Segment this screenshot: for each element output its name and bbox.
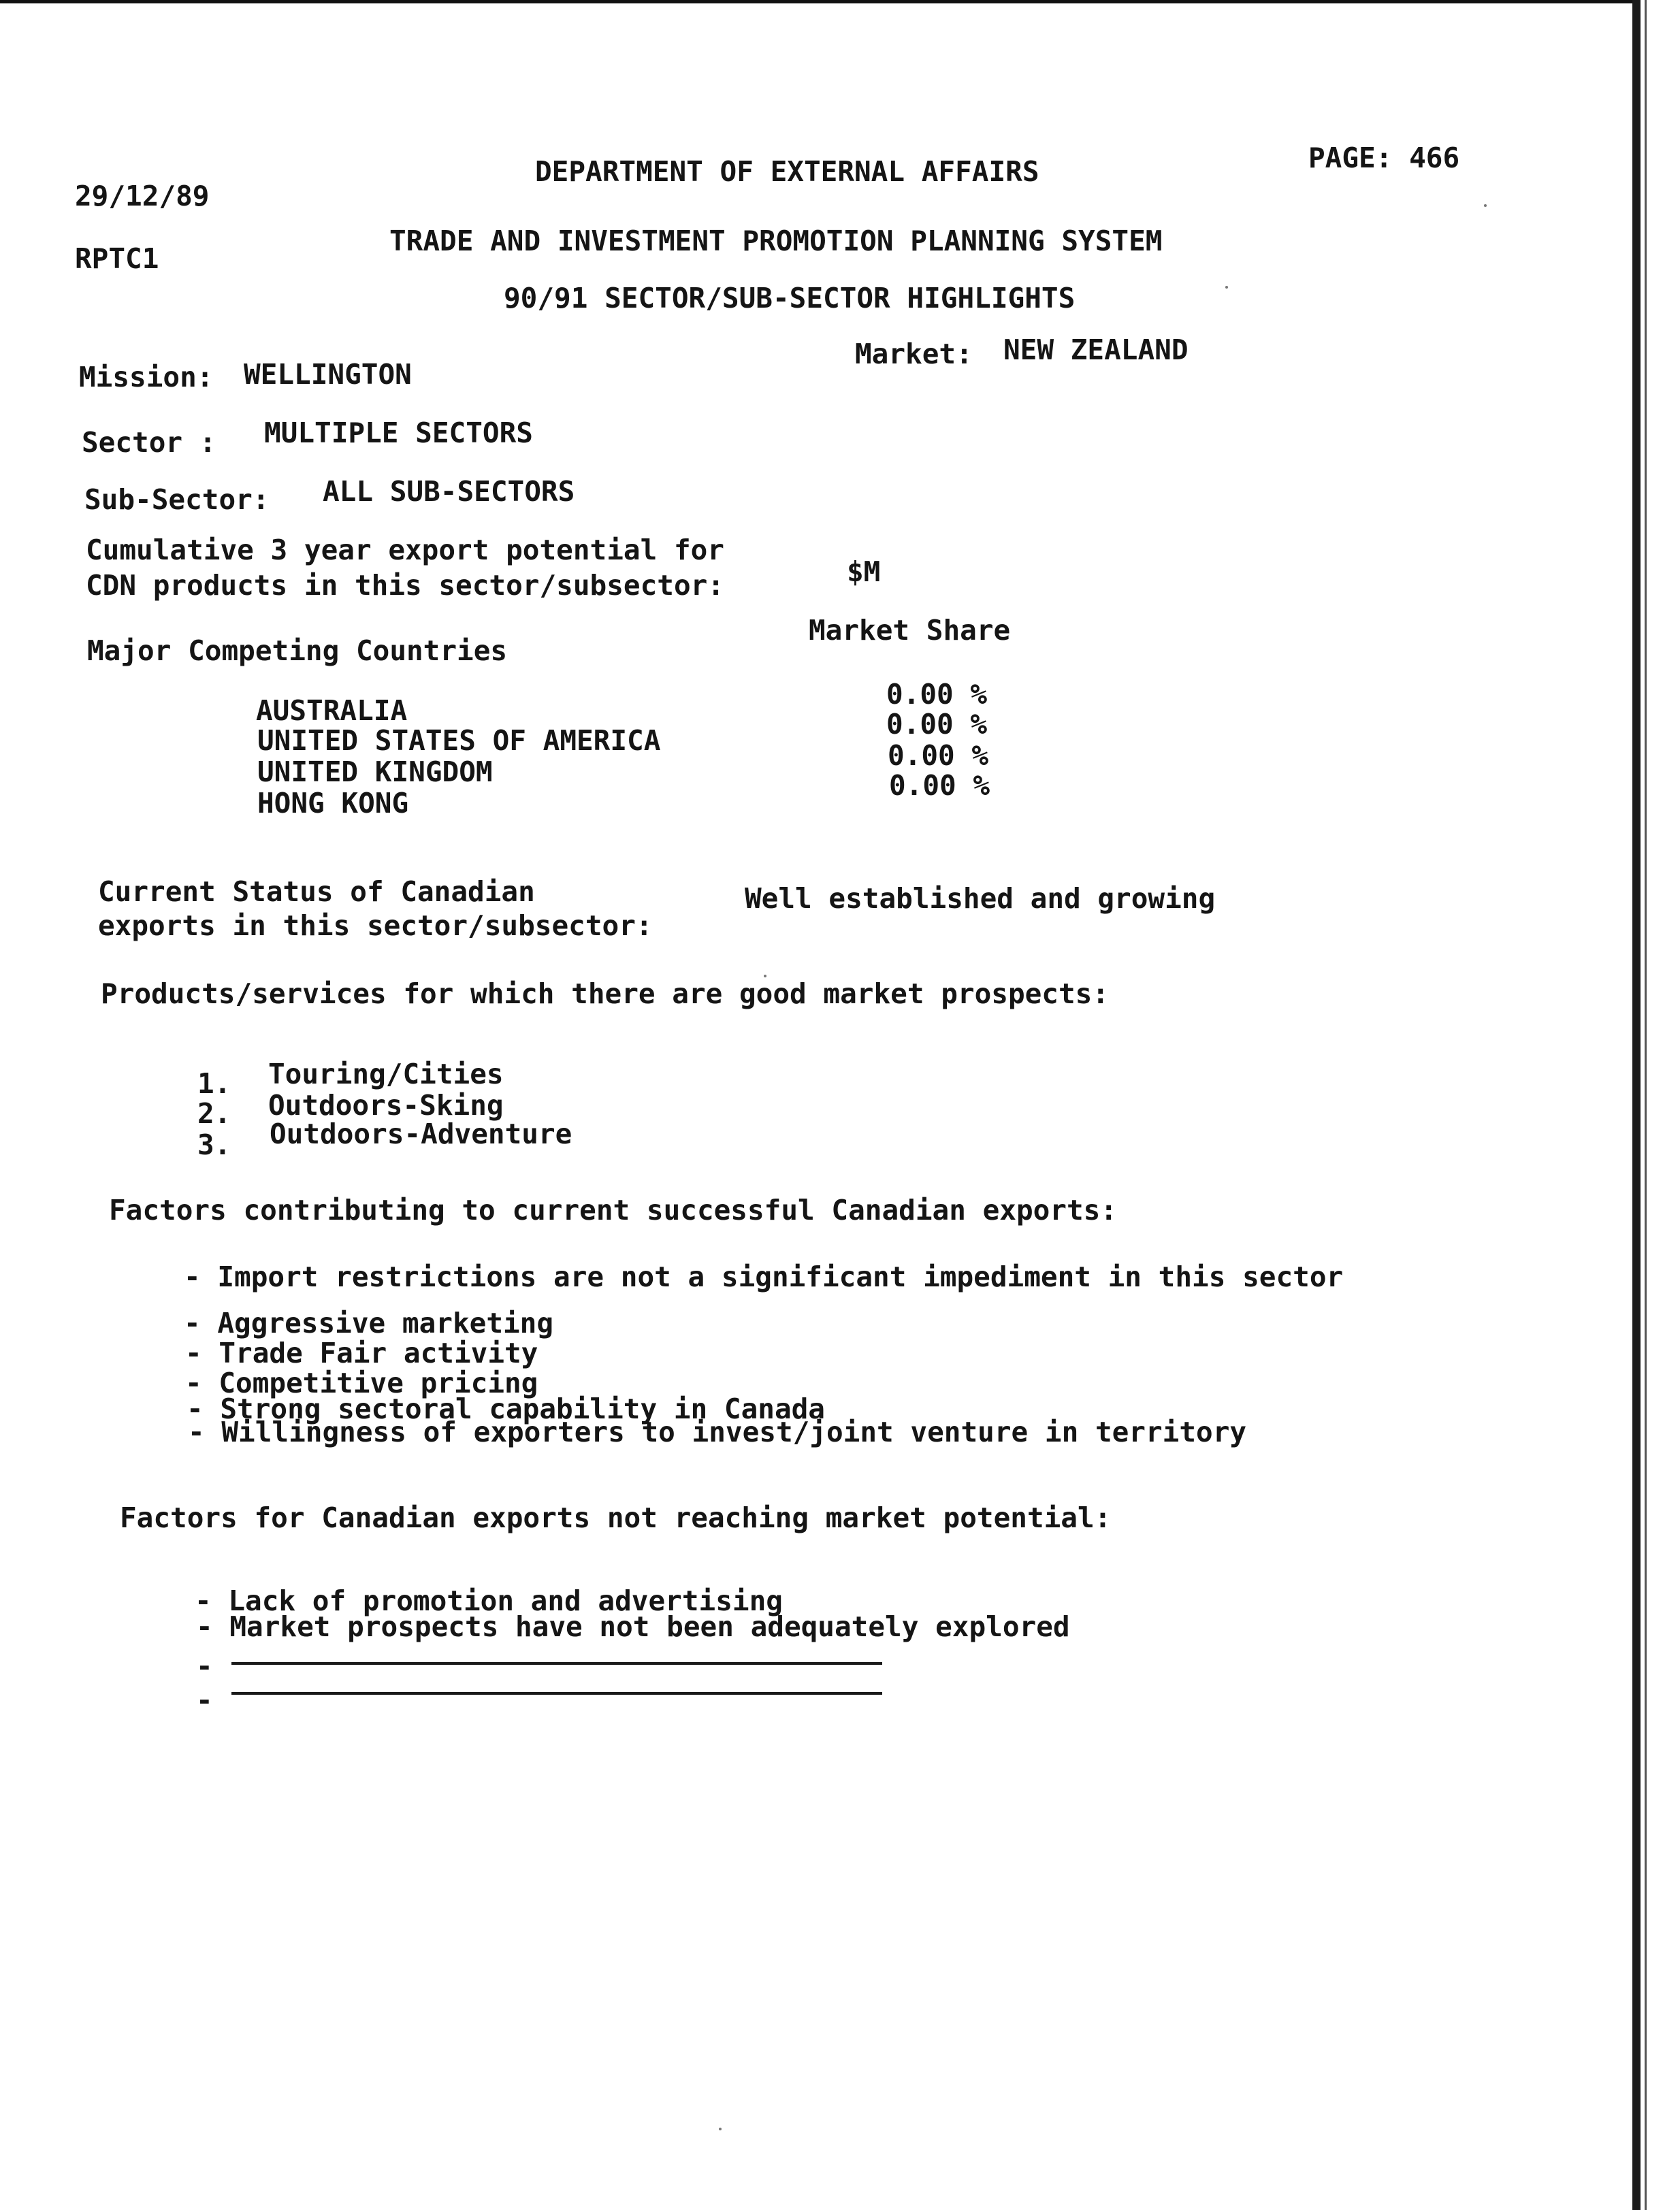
scan-speck (1484, 204, 1487, 207)
department-title: DEPARTMENT OF EXTERNAL AFFAIRS (535, 155, 1039, 188)
scan-edge-right (1632, 0, 1641, 2210)
potential-label-line1: Cumulative 3 year export potential for (86, 534, 724, 566)
highlights-title: 90/91 SECTOR/SUB-SECTOR HIGHLIGHTS (504, 282, 1076, 314)
prospect-item: Touring/Cities (268, 1058, 504, 1090)
scan-edge-right-inner (1645, 0, 1647, 2210)
competitor-share: 0.00 % (886, 708, 988, 741)
competitor-country: UNITED STATES OF AMERICA (257, 724, 661, 757)
success-factor-item: - Trade Fair activity (185, 1337, 538, 1369)
system-title: TRADE AND INVESTMENT PROMOTION PLANNING SYSTEM (389, 225, 1163, 257)
mission-label: Mission: (79, 361, 214, 393)
competitor-share: 0.00 % (886, 678, 988, 711)
blank-entry-line (231, 1662, 882, 1665)
page-number: PAGE: 466 (1308, 142, 1460, 174)
market-share-heading: Market Share (809, 614, 1011, 647)
competitor-share: 0.00 % (889, 769, 990, 802)
status-value: Well established and growing (745, 882, 1216, 915)
competitor-country: AUSTRALIA (256, 694, 408, 727)
blank-entry-line (231, 1692, 882, 1695)
blank-entry-dash: - (196, 1650, 213, 1683)
subsector-value: ALL SUB-SECTORS (323, 475, 575, 508)
barrier-factor-item: - Market prospects have not been adequately explored (196, 1610, 1070, 1643)
scan-edge-top (0, 0, 1641, 3)
market-value: NEW ZEALAND (1003, 334, 1189, 366)
barrier-factor-item: - Lack of promotion and advertising (195, 1585, 783, 1617)
competitor-country: UNITED KINGDOM (257, 755, 493, 788)
potential-value: $M (847, 555, 881, 588)
market-label: Market: (855, 338, 973, 370)
status-label-line2: exports in this sector/subsector: (98, 909, 653, 942)
success-factor-item: - Competitive pricing (185, 1367, 538, 1399)
sector-value: MULTIPLE SECTORS (264, 417, 533, 449)
success-factor-item: - Strong sectoral capability in Canada (187, 1393, 825, 1425)
success-factor-item: - Willingness of exporters to invest/joint venture in territory (188, 1416, 1247, 1448)
prospect-number: 2. (197, 1097, 231, 1130)
scan-speck (1225, 286, 1228, 289)
scan-speck (719, 2128, 722, 2130)
prospect-item: Outdoors-Sking (268, 1089, 504, 1122)
subsector-label: Sub-Sector: (84, 483, 270, 516)
mission-value: WELLINGTON (244, 358, 412, 391)
prospect-number: 1. (197, 1067, 231, 1100)
report-date: 29/12/89 (75, 180, 210, 212)
sector-label: Sector : (82, 426, 216, 459)
competitor-share: 0.00 % (888, 739, 989, 772)
success-factors-heading: Factors contributing to current successful Canadian exports: (109, 1194, 1118, 1226)
competitors-heading: Major Competing Countries (87, 634, 508, 667)
potential-label-line2: CDN products in this sector/subsector: (86, 569, 724, 602)
report-code: RPTC1 (75, 242, 159, 275)
scan-speck (764, 975, 766, 977)
blank-entry-dash: - (196, 1684, 213, 1717)
prospect-number: 3. (197, 1128, 231, 1161)
barrier-factors-heading: Factors for Canadian exports not reaching market potential: (120, 1501, 1112, 1534)
status-label-line1: Current Status of Canadian (98, 875, 535, 908)
success-factor-item: - Aggressive marketing (184, 1307, 554, 1339)
success-factor-item: - Import restrictions are not a significant impediment in this sector (184, 1261, 1344, 1293)
competitor-country: HONG KONG (257, 787, 409, 819)
prospects-heading: Products/services for which there are good market prospects: (101, 977, 1110, 1010)
prospect-item: Outdoors-Adventure (270, 1118, 572, 1150)
